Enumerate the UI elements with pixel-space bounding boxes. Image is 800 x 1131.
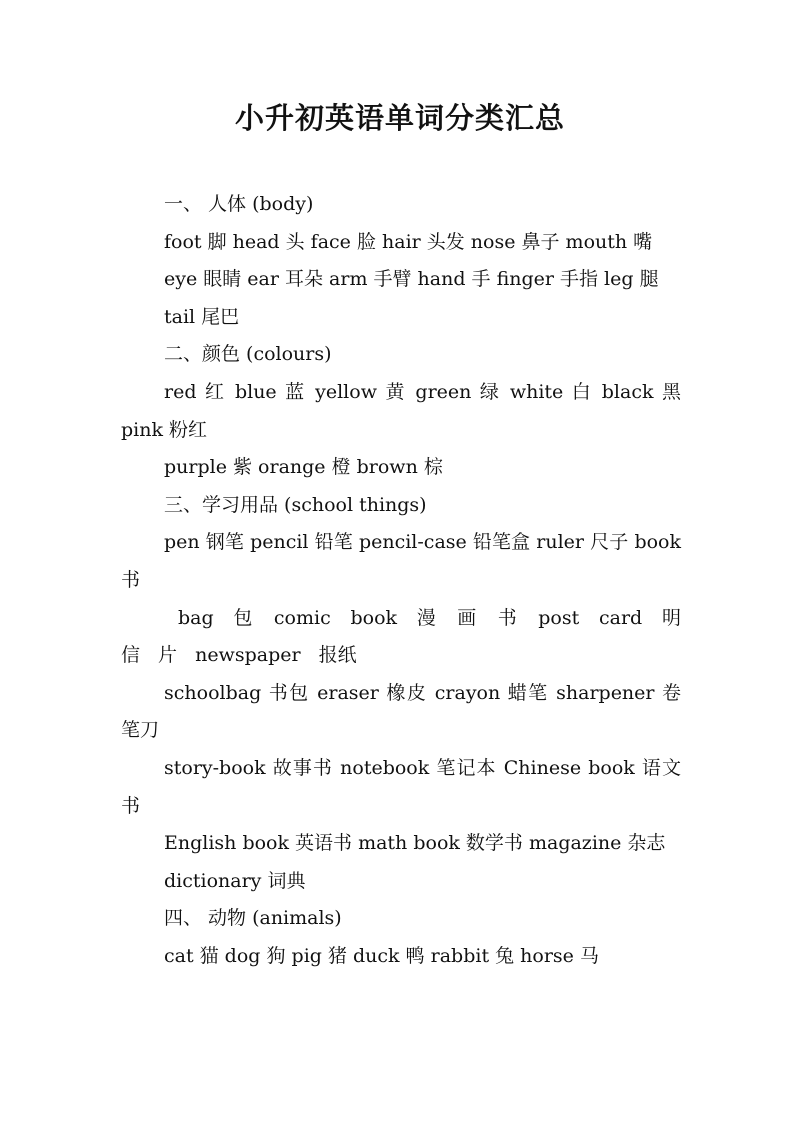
vocab-line: dictionary 词典 — [164, 869, 306, 892]
document-body — [121, 186, 681, 975]
section-heading-school-things: 三、学习用品 (school things) — [164, 493, 427, 516]
vocab-line: foot 脚 head 头 face 脸 hair 头发 nose 鼻子 mouth 嘴 — [164, 230, 653, 253]
vocab-line: story-book 故事书 notebook 笔记本 Chinese book 语文书 — [121, 756, 681, 817]
vocab-line: English book 英语书 math book 数学书 magazine 杂志 — [164, 832, 666, 855]
section-heading-animals: 四、 动物 (animals) — [164, 907, 342, 930]
vocab-line: purple 紫 orange 橙 brown 棕 — [164, 456, 443, 479]
section-heading-colours: 二、颜色 (colours) — [164, 343, 332, 366]
vocab-line: schoolbag 书包 eraser 橡皮 crayon 蜡笔 sharpener 卷笔刀 — [121, 681, 681, 742]
vocab-line: bag 包 comic book 漫 画 书 post card 明 信 片 newspaper 报纸 — [121, 606, 681, 667]
vocab-line: tail 尾巴 — [164, 305, 240, 328]
section-heading-body: 一、 人体 (body) — [164, 193, 314, 215]
vocab-line: red 红 blue 蓝 yellow 黄 green 绿 white 白 black 黑 pink 粉红 — [121, 380, 681, 441]
document-title: 小升初英语单词分类汇总 — [234, 101, 565, 135]
vocab-line: pen 钢笔 pencil 铅笔 pencil-case 铅笔盒 ruler 尺子 book 书 — [121, 531, 681, 591]
vocab-line: cat 猫 dog 狗 pig 猪 duck 鸭 rabbit 兔 horse 马 — [164, 944, 599, 967]
vocab-line: eye 眼睛 ear 耳朵 arm 手臂 hand 手 finger 手指 leg 腿 — [164, 268, 659, 291]
